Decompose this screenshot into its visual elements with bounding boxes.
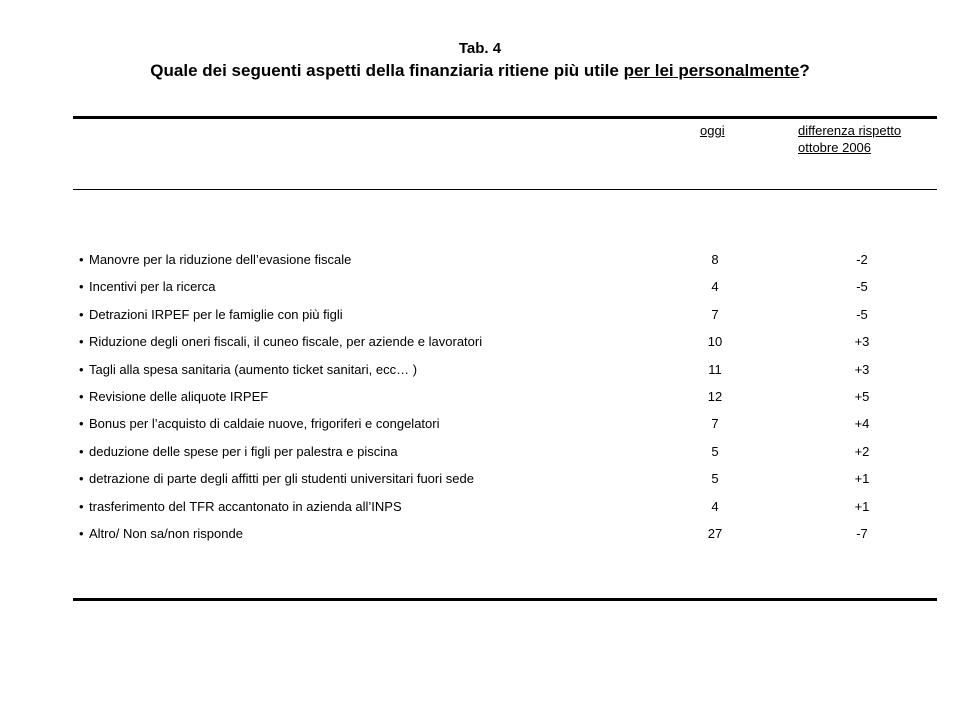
column-header-differenza [798,122,928,156]
row-value-differenza: -7 [856,525,868,541]
table-row [79,497,937,524]
table-top-rule [73,116,937,119]
bullet-icon: • [79,279,84,295]
row-value-oggi: 11 [708,361,722,377]
table-row [79,305,937,332]
bullet-icon: • [79,443,84,459]
table-row [79,277,937,304]
bullet-icon: • [79,498,84,514]
row-value-oggi: 12 [707,388,723,404]
question-mark: ? [799,61,810,80]
table-row [79,387,937,414]
table-row [79,524,937,551]
row-label: Riduzione degli oneri fiscali, il cuneo fiscale, per aziende e lavoratori [89,334,483,350]
table-row [79,414,937,441]
bullet-icon: • [79,306,84,322]
question-text: Quale dei seguenti aspetti della finanziaria ritiene più utile [150,61,624,80]
table-number: Tab. 4 [458,40,502,57]
row-value-differenza: +4 [854,416,870,432]
row-label: Incentivi per la ricerca [89,279,216,295]
row-value-oggi: 5 [711,443,719,459]
table-row [79,469,937,496]
table-row [79,360,937,387]
table-row [79,250,937,277]
title-block [0,40,960,82]
table-header-rule [73,189,937,190]
row-value-differenza: -5 [856,306,868,322]
row-value-differenza: +5 [854,388,870,404]
column-header-differenza-line2: ottobre 2006 [798,140,872,155]
row-value-oggi: 8 [711,252,719,267]
row-label: trasferimento del TFR accantonato in azienda all’INPS [89,498,402,514]
row-value-differenza: +1 [854,471,870,487]
table-bottom-rule [73,598,937,601]
bullet-icon: • [79,252,84,267]
bullet-icon: • [79,334,84,350]
row-label: deduzione delle spese per i figli per palestra e piscina [89,443,398,459]
column-header-oggi [700,122,725,139]
row-value-oggi: 4 [711,498,719,514]
bullet-icon: • [79,361,84,377]
row-label: Altro/ Non sa/non risponde [89,525,243,541]
row-value-differenza: +1 [854,498,870,514]
row-label: detrazione di parte degli affitti per gli studenti universitari fuori sede [89,471,474,487]
row-label: Detrazioni IRPEF per le famiglie con più figli [89,306,343,322]
column-header-differenza-line1: differenza rispetto [798,123,902,138]
row-value-differenza: +3 [854,334,870,350]
row-label: Bonus per l’acquisto di caldaie nuove, frigoriferi e congelatori [89,416,440,432]
row-value-oggi: 7 [711,416,719,432]
page-title [0,60,960,82]
bullet-icon: • [79,388,84,404]
row-value-oggi: 27 [707,525,723,541]
bullet-icon: • [79,525,84,541]
row-value-oggi: 7 [711,306,719,322]
table-row [79,332,937,359]
row-value-oggi: 4 [711,279,719,295]
row-value-differenza: +2 [854,443,870,459]
bullet-icon: • [79,471,84,487]
table-row [79,442,937,469]
bullet-icon: • [79,416,84,432]
row-value-oggi: 10 [707,334,723,350]
data-table-body [79,250,937,551]
row-value-differenza: +3 [854,361,870,377]
row-label: Manovre per la riduzione dell’evasione fiscale [89,252,352,267]
row-value-oggi: 5 [711,471,719,487]
row-label: Tagli alla spesa sanitaria (aumento ticket sanitari, ecc… ) [89,361,418,377]
row-value-differenza: -2 [856,252,868,267]
row-label: Revisione delle aliquote IRPEF [89,388,269,404]
question-emphasis: per lei personalmente [623,61,800,80]
row-value-differenza: -5 [856,279,868,295]
column-header-oggi-label: oggi [700,123,725,138]
